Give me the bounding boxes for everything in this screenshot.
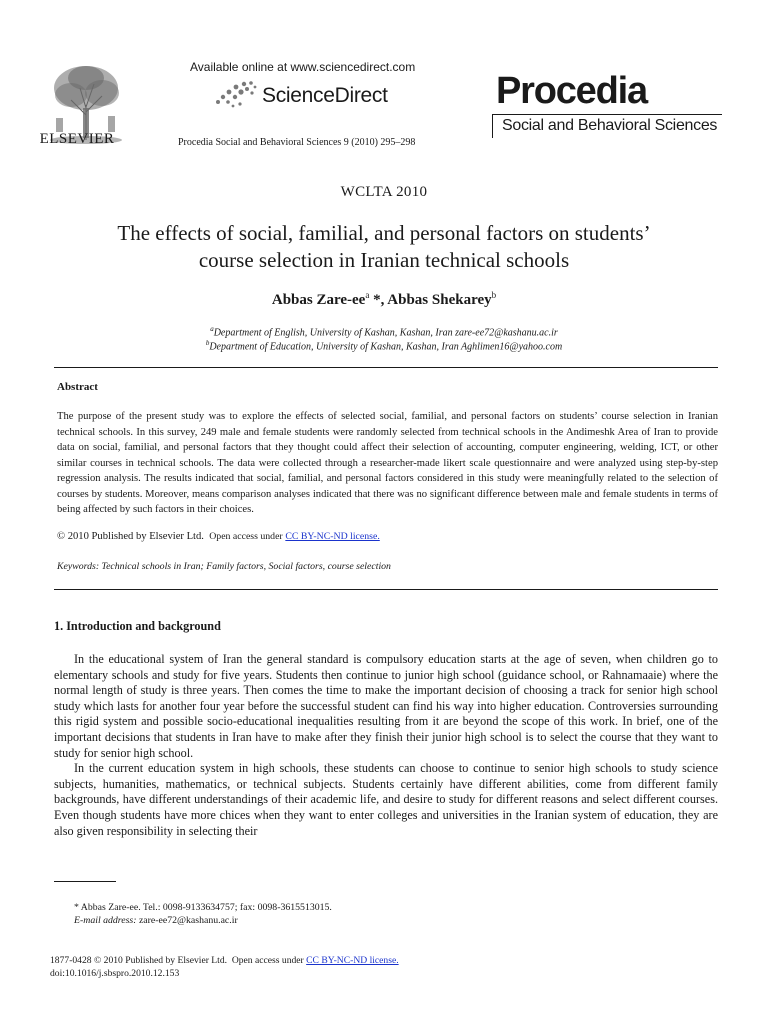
body-paragraph: In the educational system of Iran the general standard is compulsory education starts at the age of seven, when children go to elementary schools and study for five years. Students then continue to junior high school (guidance school, or Rahnamaaie) where the normal length of study is three years. Then comes the time to make the important decision of choosing a track for senior high school study which lasts for another four year before the successful student can find his way into higher education. Controversies surrounding this rigid system and possible socio-educational inequalities resulting from it are beyond the scope of this work. In brief, one of the important decisions that students in Iran have to make after they finish their junior high school is to select the course that they want to study for senior high school.	[54, 652, 718, 760]
open-access-text: Open access under	[231, 955, 304, 966]
copyright-text: © 2010 Published by Elsevier Ltd.	[57, 531, 204, 542]
affiliation-text: Department of Education, University of Kashan, Kashan, Iran Aghlimen16@yahoo.com	[209, 341, 563, 353]
issn-text: 1877-0428 © 2010 Published by Elsevier Ltd.	[50, 955, 228, 966]
affiliation-mark: b	[205, 339, 210, 347]
email-address[interactable]: zare-ee72@kashanu.ac.ir	[136, 915, 238, 926]
corresponding-author-mark: *,	[369, 292, 388, 308]
available-online-text[interactable]: Available online at www.sciencedirect.com	[190, 60, 416, 74]
open-access-text: Open access under	[209, 531, 283, 542]
affiliation-b	[0, 339, 768, 352]
keywords-line: Keywords: Technical schools in Iran; Family factors, Social factors, course selection	[57, 561, 391, 572]
author-affiliation-mark: a	[365, 290, 370, 300]
article-title	[50, 220, 718, 274]
license-link[interactable]: CC BY-NC-ND license.	[285, 531, 380, 542]
journal-logo-bracket	[492, 114, 493, 138]
affiliation-a	[0, 325, 768, 338]
body-paragraph: In the current education system in high schools, these students can choose to continue to senior high schools to study science subjects, humanities, mathematics, or technical subjects. Students certainly have different abilities, come from different family backgrounds, have different understandings of their academic life, and desire to study for different reasons and select different courses. Even though students have more chices when they want to enter colleges and universities in the Iranian system of education, they are also given responsibility in selecting their	[54, 761, 718, 838]
affiliation-mark: a	[210, 325, 214, 333]
footer-issn	[50, 954, 399, 967]
conference-label: WCLTA 2010	[340, 184, 428, 200]
copyright-line	[57, 531, 380, 542]
article-title-line1: The effects of social, familial, and personal factors on students’	[117, 221, 651, 245]
abstract-text: The purpose of the present study was to explore the effects of selected social, familial, and personal factors on students’ course selection in Iranian technical schools. In this survey, 249 male and female students were randomly selected from technical schools in the Andimeshk Area of Iran to provide data on social, familial, and personal factors that they thought could affect their selection of accounting, computer engineering, welding, ICT, or other similar courses in technical schools. The data were collected through a researcher-made likert scale questionnaire and were analyzed using step-by-step regression analysis. The results indicated that social, familial, and personal factors considered in this study were meaningfully related to the selection of courses by students. Moreover, means comparison analyses indicated that there was no significant difference between male and female students in terms of being affected by such factors in their choices.	[57, 411, 718, 515]
sciencedirect-logo-text: ScienceDirect	[262, 84, 388, 107]
publisher-logo-text: ELSEVIER	[39, 131, 115, 147]
author-affiliation-mark: b	[491, 290, 497, 300]
license-link[interactable]: CC BY-NC-ND license.	[306, 955, 399, 966]
affiliation-text: Department of English, University of Kashan, Kashan, Iran zare-ee72@kashanu.ac.ir	[213, 327, 558, 339]
author-list	[0, 290, 768, 309]
sciencedirect-dots-icon	[214, 80, 258, 110]
author-name: Abbas Zare-ee	[271, 292, 366, 308]
divider	[54, 589, 718, 590]
footnote-divider	[54, 881, 116, 882]
section-heading: 1. Introduction and background	[54, 619, 221, 633]
body-paragraphs	[54, 652, 718, 839]
footnote-contact: * Abbas Zare-ee. Tel.: 0098-9133634757; fax: 0098-3615513015.	[74, 902, 332, 913]
journal-logo-title: Procedia	[496, 70, 647, 112]
article-title-line2: course selection in Iranian technical schools	[198, 248, 570, 272]
email-label: E-mail address:	[74, 915, 137, 926]
footnote-email	[74, 914, 238, 927]
journal-logo-divider	[492, 114, 722, 115]
divider	[54, 367, 718, 368]
abstract-heading: Abstract	[57, 381, 98, 393]
footer-doi[interactable]: doi:10.1016/j.sbspro.2010.12.153	[50, 968, 180, 979]
author-name: Abbas Shekarey	[387, 292, 492, 308]
journal-logo-subtitle: Social and Behavioral Sciences	[502, 117, 718, 134]
journal-citation: Procedia Social and Behavioral Sciences 9 (2010) 295–298	[178, 137, 416, 148]
